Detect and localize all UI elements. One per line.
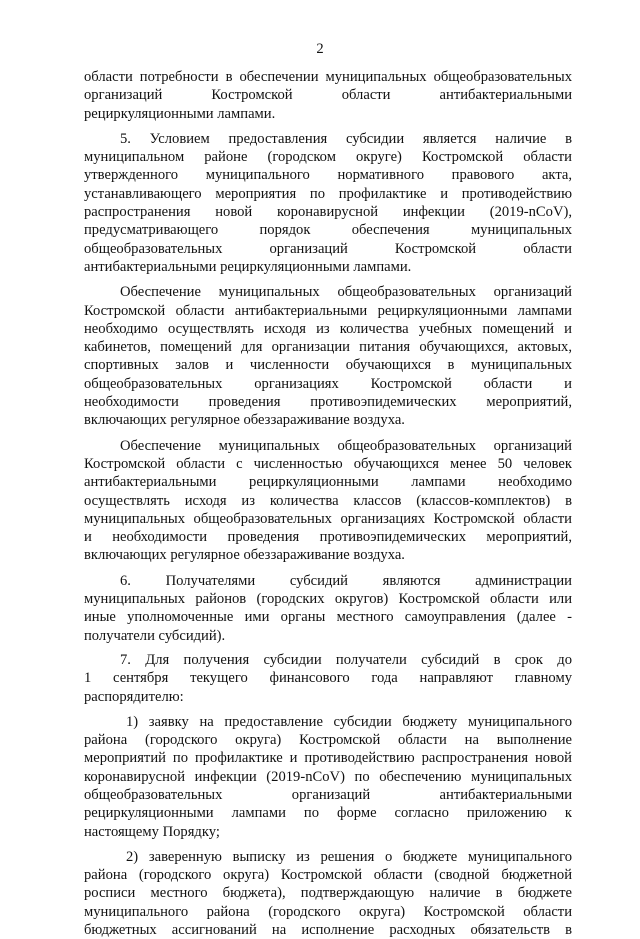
text-line: утвержденного муниципального нормативного правового акта, bbox=[84, 167, 572, 184]
paragraph-item-6 bbox=[84, 572, 572, 645]
text-line: и необходимости проведения противоэпидемических мероприятий, bbox=[84, 529, 572, 546]
text-line: иные уполномоченные ими органы местного самоуправления (далее - bbox=[84, 609, 572, 626]
text-line: антибактериальными рециркуляционными лампами. bbox=[84, 258, 412, 275]
text-line: 1) заявку на предоставление субсидии бюджету муниципального bbox=[126, 713, 572, 730]
paragraph-item-5 bbox=[84, 130, 572, 276]
subitem-1-application bbox=[84, 713, 572, 841]
text-line: включающих регулярное обеззараживание воздуха. bbox=[84, 547, 405, 564]
text-line: устанавливающего мероприятия по профилактике и противодействию bbox=[84, 185, 572, 202]
text-line: росписи местного бюджета), подтверждающую наличие в бюджете bbox=[84, 885, 572, 902]
text-line: необходимости проведения противоэпидемических мероприятий, bbox=[84, 394, 572, 411]
text-line: организаций Костромской области антибактериальными bbox=[84, 87, 572, 104]
text-line: 2) заверенную выписку из решения о бюджете муниципального bbox=[126, 848, 572, 865]
text-line: распространения новой коронавирусной инфекции (2019-nCoV), bbox=[84, 204, 572, 221]
text-line: Костромской области с численностью обучающихся менее 50 человек bbox=[84, 455, 572, 472]
paragraph-continuation bbox=[84, 68, 572, 123]
text-line: Обеспечение муниципальных общеобразовательных организаций bbox=[120, 437, 572, 454]
text-line: бюджетных ассигнований на исполнение расходных обязательств в bbox=[84, 922, 572, 939]
text-line: Обеспечение муниципальных общеобразовательных организаций bbox=[120, 284, 572, 301]
text-line: мероприятий по профилактике и противодействию распространения новой bbox=[84, 750, 572, 767]
text-line: получатели субсидий). bbox=[84, 627, 226, 644]
text-line: необходимо осуществлять исходя из количества учебных помещений и bbox=[84, 320, 572, 337]
text-line: района (городского округа) Костромской области на выполнение bbox=[84, 732, 572, 749]
text-line: предусматривающего порядок обеспечения муниципальных bbox=[84, 222, 572, 239]
text-line: общеобразовательных организаций Костромской области bbox=[84, 240, 572, 257]
text-line: 5. Условием предоставления субсидии является наличие в bbox=[120, 130, 572, 147]
text-line: рециркуляционными лампами. bbox=[84, 105, 276, 122]
text-line: общеобразовательных организациях Костромской области и bbox=[84, 375, 572, 392]
text-line: спортивных залов и численности обучающихся в муниципальных bbox=[84, 357, 572, 374]
text-line: 1 сентября текущего финансового года направляют главному bbox=[84, 670, 572, 687]
text-line: включающих регулярное обеззараживание воздуха. bbox=[84, 412, 405, 429]
subitem-2-budget-extract bbox=[84, 848, 572, 939]
text-line: рециркуляционными лампами по форме согласно приложению к bbox=[84, 805, 572, 822]
text-line: Костромской области антибактериальными рециркуляционными лампами bbox=[84, 302, 572, 319]
document-body bbox=[84, 68, 572, 939]
text-line: 7. Для получения субсидии получатели субсидий в срок до bbox=[120, 651, 572, 668]
page-number: 2 bbox=[316, 41, 324, 57]
text-line: 6. Получателями субсидий являются администрации bbox=[120, 572, 572, 589]
text-line: кабинетов, помещений для организации питания обучающихся, актовых, bbox=[84, 339, 572, 356]
text-line: муниципальных общеобразовательных организациях Костромской области bbox=[84, 510, 572, 527]
text-line: общеобразовательных организаций антибактериальными bbox=[84, 786, 572, 803]
text-line: района (городского округа) Костромской области (сводной бюджетной bbox=[84, 867, 572, 884]
text-line: области потребности в обеспечении муниципальных общеобразовательных bbox=[84, 69, 572, 85]
text-line: коронавирусной инфекции (2019-nCoV) по обеспечению муниципальных bbox=[84, 768, 572, 785]
text-line: антибактериальными рециркуляционными лампами необходимо bbox=[84, 474, 572, 491]
paragraph-provision-general bbox=[84, 283, 572, 429]
paragraph-item-7 bbox=[84, 651, 572, 706]
text-line: осуществлять исходя из количества классов (классов-комплектов) в bbox=[84, 492, 572, 509]
text-line: муниципальном районе (городском округе) Костромской области bbox=[84, 149, 572, 166]
text-line: настоящему Порядку; bbox=[84, 823, 220, 840]
text-line: муниципального района (городского округа) Костромской области bbox=[84, 903, 572, 920]
paragraph-provision-small-schools bbox=[84, 437, 572, 565]
text-line: муниципальных районов (городских округов) Костромской области или bbox=[84, 591, 572, 608]
text-line: распорядителю: bbox=[84, 688, 184, 705]
